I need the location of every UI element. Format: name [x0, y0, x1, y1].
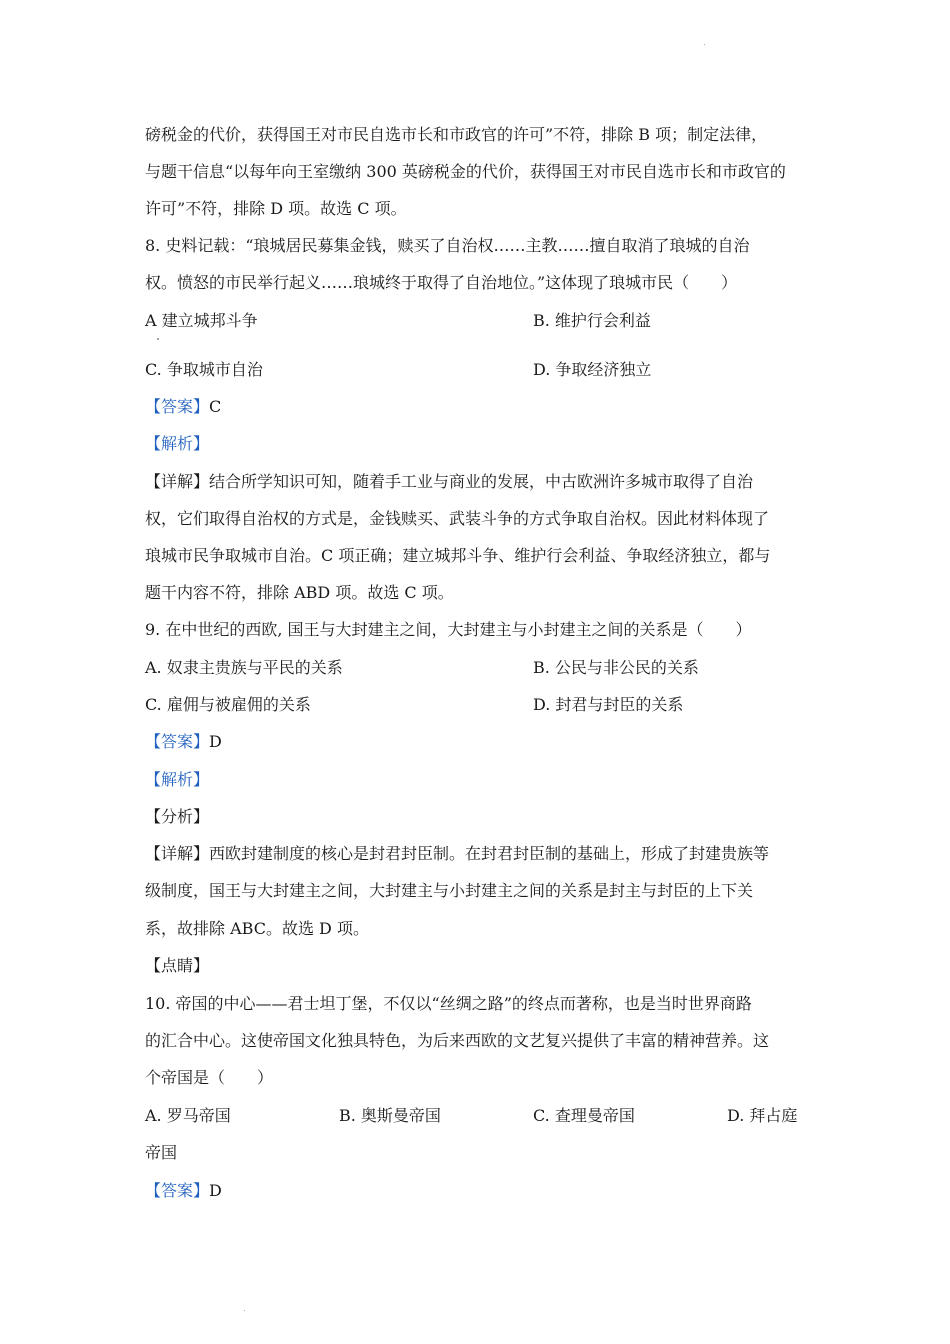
q8-detail-line-4: 题干内容不符，排除 ABD 项。故选 C 项。: [145, 583, 454, 602]
q10-answer: [145, 1181, 222, 1201]
q9-analysis2-tag: 【分析】: [145, 807, 210, 826]
continuation-line-1: 磅税金的代价，获得国王对市民自选市长和市政官的许可”不符，排除 B 项；制定法律，: [145, 125, 768, 144]
q9-option-d: D. 封君与封臣的关系: [533, 695, 684, 714]
q10-stem-line-3: 个帝国是（ ）: [145, 1068, 274, 1087]
q8-detail-line-3: 琅城市民争取城市自治。C 项正确；建立城邦斗争、维护行会利益、争取经济独立，都与: [145, 546, 771, 565]
q8-stem-line-1: 8. 史料记载：“琅城居民募集金钱，赎买了自治权……主教……擅自取消了琅城的自治: [145, 236, 750, 255]
footer-dot: [244, 1310, 245, 1311]
q9-answer: [145, 732, 222, 752]
continuation-line-3: 许可”不符，排除 D 项。故选 C 项。: [145, 199, 407, 218]
header-dot: [704, 44, 705, 45]
q8-option-c: C. 争取城市自治: [145, 360, 263, 379]
q9-analysis-tag: 【解析】: [145, 770, 210, 789]
q8-answer-tag: 【答案】: [145, 397, 210, 416]
q10-option-a: A. 罗马帝国: [145, 1106, 231, 1125]
q8-answer-value: C: [209, 397, 222, 416]
q8-option-a: A 建立城邦斗争: [145, 311, 258, 330]
q8-option-d: D. 争取经济独立: [533, 360, 652, 379]
q9-comment-tag: 【点睛】: [145, 956, 210, 975]
q8-answer: [145, 397, 221, 417]
q9-option-a: A. 奴隶主贵族与平民的关系: [145, 658, 343, 677]
q8-option-b: B. 维护行会利益: [533, 311, 651, 330]
q8-detail-line-2: 权，它们取得自治权的方式是，金钱赎买、武装斗争的方式争取自治权。因此材料体现了: [145, 509, 770, 528]
q9-stem-line-1: 9. 在中世纪的西欧, 国王与大封建主之间，大封建主与小封建主之间的关系是（ ）: [145, 620, 752, 639]
q9-answer-tag: 【答案】: [145, 732, 210, 751]
q9-answer-value: D: [209, 732, 222, 751]
q8-analysis-tag: 【解析】: [145, 434, 210, 453]
q10-stem-line-1: 10. 帝国的中心——君士坦丁堡，不仅以“丝绸之路”的终点而著称，也是当时世界商路: [145, 994, 752, 1013]
q9-detail-line-1: 【详解】西欧封建制度的核心是封君封臣制。在封君封臣制的基础上，形成了封建贵族等: [145, 844, 770, 863]
stray-dot: [157, 338, 159, 340]
q9-option-c: C. 雇佣与被雇佣的关系: [145, 695, 311, 714]
q10-option-d-wrap: 帝国: [145, 1143, 178, 1162]
q9-option-b: B. 公民与非公民的关系: [533, 658, 699, 677]
q9-detail-line-2: 级制度，国王与大封建主之间，大封建主与小封建主之间的关系是封主与封臣的上下关: [145, 881, 754, 900]
q10-option-d: D. 拜占庭: [727, 1106, 798, 1125]
q10-option-c: C. 查理曼帝国: [533, 1106, 635, 1125]
q10-answer-value: D: [209, 1181, 222, 1200]
q10-stem-line-2: 的汇合中心。这使帝国文化独具特色，为后来西欧的文艺复兴提供了丰富的精神营养。这: [145, 1031, 770, 1050]
q8-stem-line-2: 权。愤怒的市民举行起义……琅城终于取得了自治地位。”这体现了琅城市民（ ）: [145, 273, 738, 292]
q10-answer-tag: 【答案】: [145, 1181, 210, 1200]
q10-option-b: B. 奥斯曼帝国: [339, 1106, 441, 1125]
q9-detail-line-3: 系，故排除 ABC。故选 D 项。: [145, 919, 369, 938]
q8-detail-line-1: 【详解】结合所学知识可知，随着手工业与商业的发展，中古欧洲许多城市取得了自治: [145, 472, 754, 491]
continuation-line-2: 与题干信息“以每年向王室缴纳 300 英磅税金的代价，获得国王对市民自选市长和市政官的: [145, 162, 786, 181]
